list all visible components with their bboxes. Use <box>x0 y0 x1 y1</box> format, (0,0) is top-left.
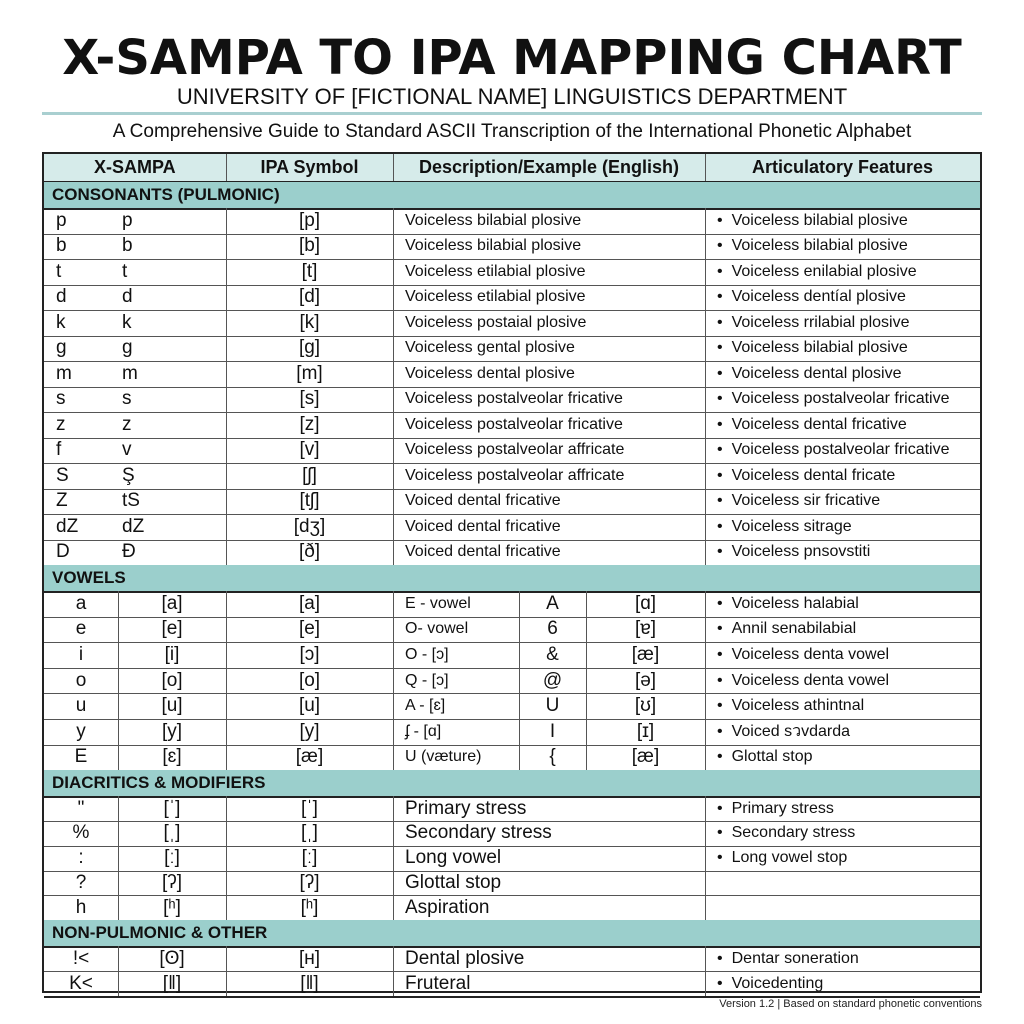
description-text: Voiceless gental plosive <box>405 339 575 357</box>
ipa-symbol: [tʃ] <box>299 490 320 512</box>
xsampa-alt: p <box>122 209 133 231</box>
description-text: ʄ - [ɑ] <box>405 722 442 740</box>
xsampa-symbol: s <box>56 388 66 410</box>
xsampa-symbol: g <box>56 337 67 359</box>
description-text: Voiceless bilabial plosive <box>405 211 582 229</box>
description-text: O- vowel <box>405 620 469 638</box>
section-title-vowels: VOWELS <box>44 565 980 591</box>
column-header-features: Articulatory Features <box>705 154 980 181</box>
xsampa-alt: [ˌ] <box>163 822 181 844</box>
column-divider <box>226 154 227 181</box>
ipa-symbol: [m] <box>296 362 323 384</box>
xsampa-symbol: d <box>56 286 67 308</box>
ipa-symbol: [u] <box>298 695 321 717</box>
features-text: • Voiceless bilabial plosive <box>705 336 980 362</box>
description-text: E - vowel <box>405 594 471 612</box>
column-divider <box>226 946 227 996</box>
column-divider <box>705 796 706 920</box>
xsampa-alt: [a] <box>161 592 183 614</box>
title-divider <box>42 112 982 115</box>
xsampa-alt: [ɛ] <box>162 746 182 768</box>
xsampa-symbol: a <box>75 592 87 614</box>
features-text: • Voiceless sitrage <box>705 514 980 540</box>
page-tagline: A Comprehensive Guide to Standard ASCII Transcription of the International Phonetic Alphabet <box>112 121 912 142</box>
ipa-symbol: [b] <box>298 235 321 257</box>
ipa-symbol: [ʃ] <box>302 464 317 486</box>
column-divider <box>226 591 227 770</box>
features-text: • Voiceless bilabial plosive <box>705 234 980 260</box>
xsampa-alt: k <box>122 311 132 333</box>
xsampa-symbol: " <box>77 797 85 819</box>
column-divider <box>705 591 706 770</box>
ipa-symbol: [k] <box>299 311 320 333</box>
xsampa-symbol: E <box>74 746 88 768</box>
description-text: Voiceless postalveolar affricate <box>405 466 625 484</box>
features-text: • Voiceless dental fricative <box>705 412 980 438</box>
xsampa-alt: z <box>122 413 132 435</box>
ipa-symbol: [ˌ] <box>301 822 318 844</box>
ipa-symbol: [ʜ] <box>298 947 321 969</box>
xsampa-alt: dZ <box>122 515 145 537</box>
column-divider <box>393 946 394 996</box>
column-divider <box>705 154 706 181</box>
features-text: • Voiceless postalveolar fricative <box>705 387 980 413</box>
features-text: • Dentar soneration <box>705 946 980 971</box>
column-divider <box>118 796 119 920</box>
ipa-symbol-2: [ɐ] <box>634 618 657 640</box>
xsampa-alt: [ǁ] <box>162 972 182 994</box>
xsampa-symbol-2: U <box>545 695 560 717</box>
ipa-symbol: [ˈ] <box>301 797 318 819</box>
features-text: • Voiceless denta vowel <box>705 668 980 694</box>
xsampa-symbol: D <box>56 541 70 563</box>
ipa-symbol-2: [ɑ] <box>634 592 657 614</box>
features-text: • Long vowel stop <box>705 846 980 871</box>
xsampa-alt: Đ <box>122 541 136 563</box>
xsampa-alt: [ʰ] <box>163 896 181 918</box>
description-text: Voiceless dental plosive <box>405 364 575 382</box>
description-text: Dental plosive <box>405 947 525 969</box>
features-text: • Voiceless dentíal plosive <box>705 285 980 311</box>
column-header-xsampa: X-SAMPA <box>44 154 226 181</box>
ipa-symbol: [z] <box>299 413 320 435</box>
xsampa-symbol: b <box>56 235 67 257</box>
features-text: • Voicedenting <box>705 971 980 996</box>
xsampa-symbol: i <box>78 643 84 665</box>
description-text: Secondary stress <box>405 822 552 844</box>
ipa-symbol: [æ] <box>295 746 324 768</box>
ipa-symbol-2: [æ] <box>631 746 660 768</box>
ipa-symbol-2: [ʊ] <box>634 695 657 717</box>
description-text: Voiceless postalveolar fricative <box>405 390 623 408</box>
xsampa-symbol: m <box>56 362 72 384</box>
description-text: Voiceless etilabial plosive <box>405 262 586 280</box>
xsampa-symbol: : <box>78 847 84 869</box>
column-divider <box>519 591 520 770</box>
column-header-ipa: IPA Symbol <box>226 154 393 181</box>
ipa-symbol: [ɔ] <box>299 643 320 665</box>
description-text: Voiced dental fricative <box>405 543 561 561</box>
features-text: • Voiceless enilabial plosive <box>705 259 980 285</box>
features-text: • Glottal stop <box>705 745 980 771</box>
xsampa-symbol: Z <box>56 490 68 512</box>
ipa-symbol: [s] <box>299 388 320 410</box>
description-text: U (væture) <box>405 748 482 766</box>
column-header-description: Description/Example (English) <box>393 154 705 181</box>
description-text: Voiced dental fricative <box>405 492 561 510</box>
xsampa-symbol: K< <box>69 972 93 994</box>
features-text: • Voiceless denta vowel <box>705 642 980 668</box>
description-text: O - [ɔ] <box>405 645 449 663</box>
column-divider <box>118 591 119 770</box>
xsampa-symbol-2: A <box>546 592 559 614</box>
ipa-symbol: [t] <box>301 260 318 282</box>
xsampa-alt: [ʘ] <box>159 947 185 969</box>
features-text: • Secondary stress <box>705 821 980 846</box>
xsampa-alt: [i] <box>164 643 180 665</box>
features-text: • Voiceless dental fricate <box>705 463 980 489</box>
xsampa-alt: [ː] <box>164 847 180 869</box>
features-text: • Voiced sวvdarda <box>705 719 980 745</box>
ipa-symbol: [dʒ] <box>293 515 326 537</box>
xsampa-alt: b <box>122 235 133 257</box>
features-text: • Primary stress <box>705 796 980 821</box>
description-text: Aspiration <box>405 896 490 918</box>
ipa-symbol: [ð] <box>298 541 321 563</box>
features-text: • Voiceless pnsovstiti <box>705 540 980 566</box>
column-divider <box>705 946 706 996</box>
section-title-consonants: CONSONANTS (PULMONIC) <box>44 182 980 208</box>
column-divider <box>393 154 394 181</box>
features-text: • Annil senabilabial <box>705 617 980 643</box>
description-text: Voiceless postalveolar fricative <box>405 415 623 433</box>
ipa-symbol: [a] <box>298 592 321 614</box>
ipa-symbol: [ʰ] <box>300 896 319 918</box>
xsampa-symbol: k <box>56 311 66 333</box>
description-text: Voiceless bilabial plosive <box>405 237 582 255</box>
xsampa-alt: d <box>122 286 133 308</box>
page-subtitle: UNIVERSITY OF [FICTIONAL NAME] LINGUISTICS DEPARTMENT <box>176 84 848 109</box>
description-text: A - [ɛ] <box>405 697 446 715</box>
ipa-symbol-2: [ɪ] <box>636 720 655 742</box>
xsampa-alt: [e] <box>161 618 183 640</box>
xsampa-symbol: dZ <box>56 515 79 537</box>
features-text: • Voiceless halabial <box>705 591 980 617</box>
features-text: • Voiceless sir fricative <box>705 489 980 515</box>
xsampa-alt: [u] <box>161 695 183 717</box>
ipa-symbol-2: [æ] <box>631 643 660 665</box>
description-text: Glottal stop <box>405 871 502 893</box>
xsampa-symbol: p <box>56 209 67 231</box>
description-text: Voiceless postalveolar affricate <box>405 441 625 459</box>
xsampa-symbol-2: 6 <box>547 618 558 640</box>
description-text: Primary stress <box>405 797 527 819</box>
xsampa-alt: g <box>122 337 133 359</box>
xsampa-alt: s <box>122 388 132 410</box>
features-text: • Voiceless athintnal <box>705 693 980 719</box>
features-text: • Voiceless rrilabial plosive <box>705 310 980 336</box>
ipa-symbol: [p] <box>298 209 321 231</box>
column-divider <box>226 208 227 565</box>
version-footer: Version 1.2 | Based on standard phonetic conventions <box>719 998 982 1010</box>
xsampa-symbol-2: I <box>549 720 556 742</box>
xsampa-symbol: e <box>75 618 87 640</box>
description-text: Voiceless etilabial plosive <box>405 288 586 306</box>
features-text: • Voiceless dental plosive <box>705 361 980 387</box>
xsampa-symbol: % <box>72 822 90 844</box>
xsampa-alt: tS <box>122 490 140 512</box>
xsampa-symbol: f <box>56 439 62 461</box>
xsampa-symbol: !< <box>72 947 90 969</box>
column-divider <box>705 208 706 565</box>
xsampa-symbol-2: @ <box>542 669 563 691</box>
column-divider <box>226 796 227 920</box>
features-text: • Voiceless postalveolar fricative <box>705 438 980 464</box>
ipa-symbol: [y] <box>299 720 320 742</box>
ipa-symbol: [o] <box>298 669 321 691</box>
xsampa-symbol-2: { <box>549 746 556 768</box>
ipa-symbol: [v] <box>299 439 320 461</box>
xsampa-alt: Ş <box>122 464 135 486</box>
column-divider <box>586 591 587 770</box>
xsampa-symbol: ? <box>75 871 87 893</box>
xsampa-alt: [ˈ] <box>163 797 181 819</box>
xsampa-alt: [y] <box>161 720 183 742</box>
features-text: • Voiceless bilabial plosive <box>705 208 980 234</box>
xsampa-symbol: u <box>75 695 87 717</box>
xsampa-symbol: t <box>56 260 62 282</box>
column-divider <box>118 946 119 996</box>
xsampa-alt: [o] <box>161 669 183 691</box>
xsampa-alt: t <box>122 260 128 282</box>
xsampa-symbol: z <box>56 413 66 435</box>
ipa-symbol-2: [ə] <box>634 669 657 691</box>
ipa-symbol: [e] <box>298 618 321 640</box>
description-text: Voiceless postaial plosive <box>405 313 587 331</box>
section-title-nonpulmonic: NON-PULMONIC & OTHER <box>44 920 980 946</box>
section-title-diacritics: DIACRITICS & MODIFIERS <box>44 770 980 796</box>
ipa-symbol: [ǁ] <box>300 972 319 994</box>
xsampa-symbol: h <box>75 896 87 918</box>
page-title: X-SAMPA TO IPA MAPPING CHART <box>62 30 962 86</box>
column-divider <box>393 796 394 920</box>
ipa-symbol: [g] <box>298 337 321 359</box>
column-divider <box>393 208 394 565</box>
description-text: Long vowel <box>405 847 502 869</box>
xsampa-alt: [ʔ] <box>161 871 183 893</box>
xsampa-alt: v <box>122 439 132 461</box>
xsampa-symbol: S <box>56 464 69 486</box>
ipa-symbol: [ː] <box>301 847 318 869</box>
xsampa-symbol-2: & <box>546 643 559 665</box>
ipa-symbol: [ʔ] <box>299 871 320 893</box>
xsampa-alt: m <box>122 362 138 384</box>
description-text: Voiced dental fricative <box>405 517 561 535</box>
ipa-symbol: [d] <box>298 286 321 308</box>
xsampa-symbol: o <box>75 669 87 691</box>
description-text: Fruteral <box>405 972 471 994</box>
xsampa-symbol: y <box>76 720 86 742</box>
column-divider <box>393 591 394 770</box>
description-text: Q - [ɔ] <box>405 671 449 689</box>
